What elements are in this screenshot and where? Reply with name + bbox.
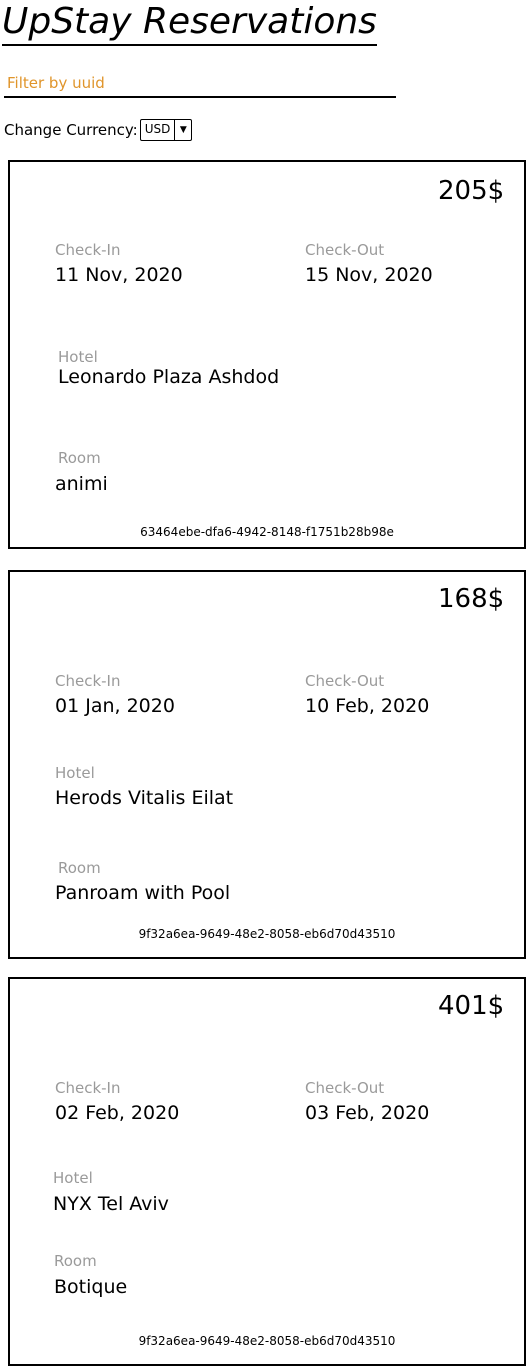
reservation-card	[8, 160, 526, 549]
room-value: Botique	[54, 1276, 128, 1298]
chevron-down-icon[interactable]: ▼	[179, 124, 187, 135]
check-in-label: Check-In	[55, 241, 121, 259]
currency-selector-row	[4, 117, 192, 143]
check-out-value: 03 Feb, 2020	[305, 1102, 430, 1124]
room-value: animi	[55, 473, 108, 495]
hotel-value: Leonardo Plaza Ashdod	[58, 366, 280, 388]
reservation-uuid: 9f32a6ea-9649-48e2-8058-eb6d70d43510	[138, 1334, 396, 1348]
hotel-value: Herods Vitalis Eilat	[55, 787, 234, 809]
check-out-label: Check-Out	[305, 1079, 385, 1097]
reservation-card	[8, 977, 526, 1366]
hotel-label: Hotel	[53, 1169, 93, 1187]
check-out-value: 15 Nov, 2020	[305, 264, 433, 286]
reservation-price: 205$	[438, 176, 505, 206]
room-label: Room	[58, 859, 101, 877]
check-in-label: Check-In	[55, 1079, 121, 1097]
check-in-value: 11 Nov, 2020	[55, 264, 183, 286]
reservation-uuid: 63464ebe-dfa6-4942-8148-f1751b28b98e	[140, 525, 394, 539]
check-in-value: 01 Jan, 2020	[55, 695, 175, 717]
hotel-value: NYX Tel Aviv	[53, 1193, 169, 1215]
currency-selected-value[interactable]: USD	[141, 120, 176, 140]
check-out-label: Check-Out	[305, 241, 385, 259]
room-label: Room	[54, 1252, 97, 1270]
check-in-label: Check-In	[55, 672, 121, 690]
currency-select[interactable]	[140, 119, 193, 141]
currency-label: Change Currency:	[4, 121, 138, 139]
reservation-uuid: 9f32a6ea-9649-48e2-8058-eb6d70d43510	[138, 927, 396, 941]
check-in-value: 02 Feb, 2020	[55, 1102, 180, 1124]
reservation-price: 401$	[438, 991, 505, 1021]
hotel-label: Hotel	[55, 764, 95, 782]
check-out-value: 10 Feb, 2020	[305, 695, 430, 717]
reservation-price: 168$	[438, 584, 505, 614]
room-value: Panroam with Pool	[55, 882, 231, 904]
page-title: UpStay Reservations	[2, 0, 377, 46]
check-out-label: Check-Out	[305, 672, 385, 690]
room-label: Room	[58, 449, 101, 467]
reservation-card	[8, 570, 526, 959]
filter-uuid-input[interactable]	[4, 70, 396, 98]
hotel-label: Hotel	[58, 348, 98, 366]
